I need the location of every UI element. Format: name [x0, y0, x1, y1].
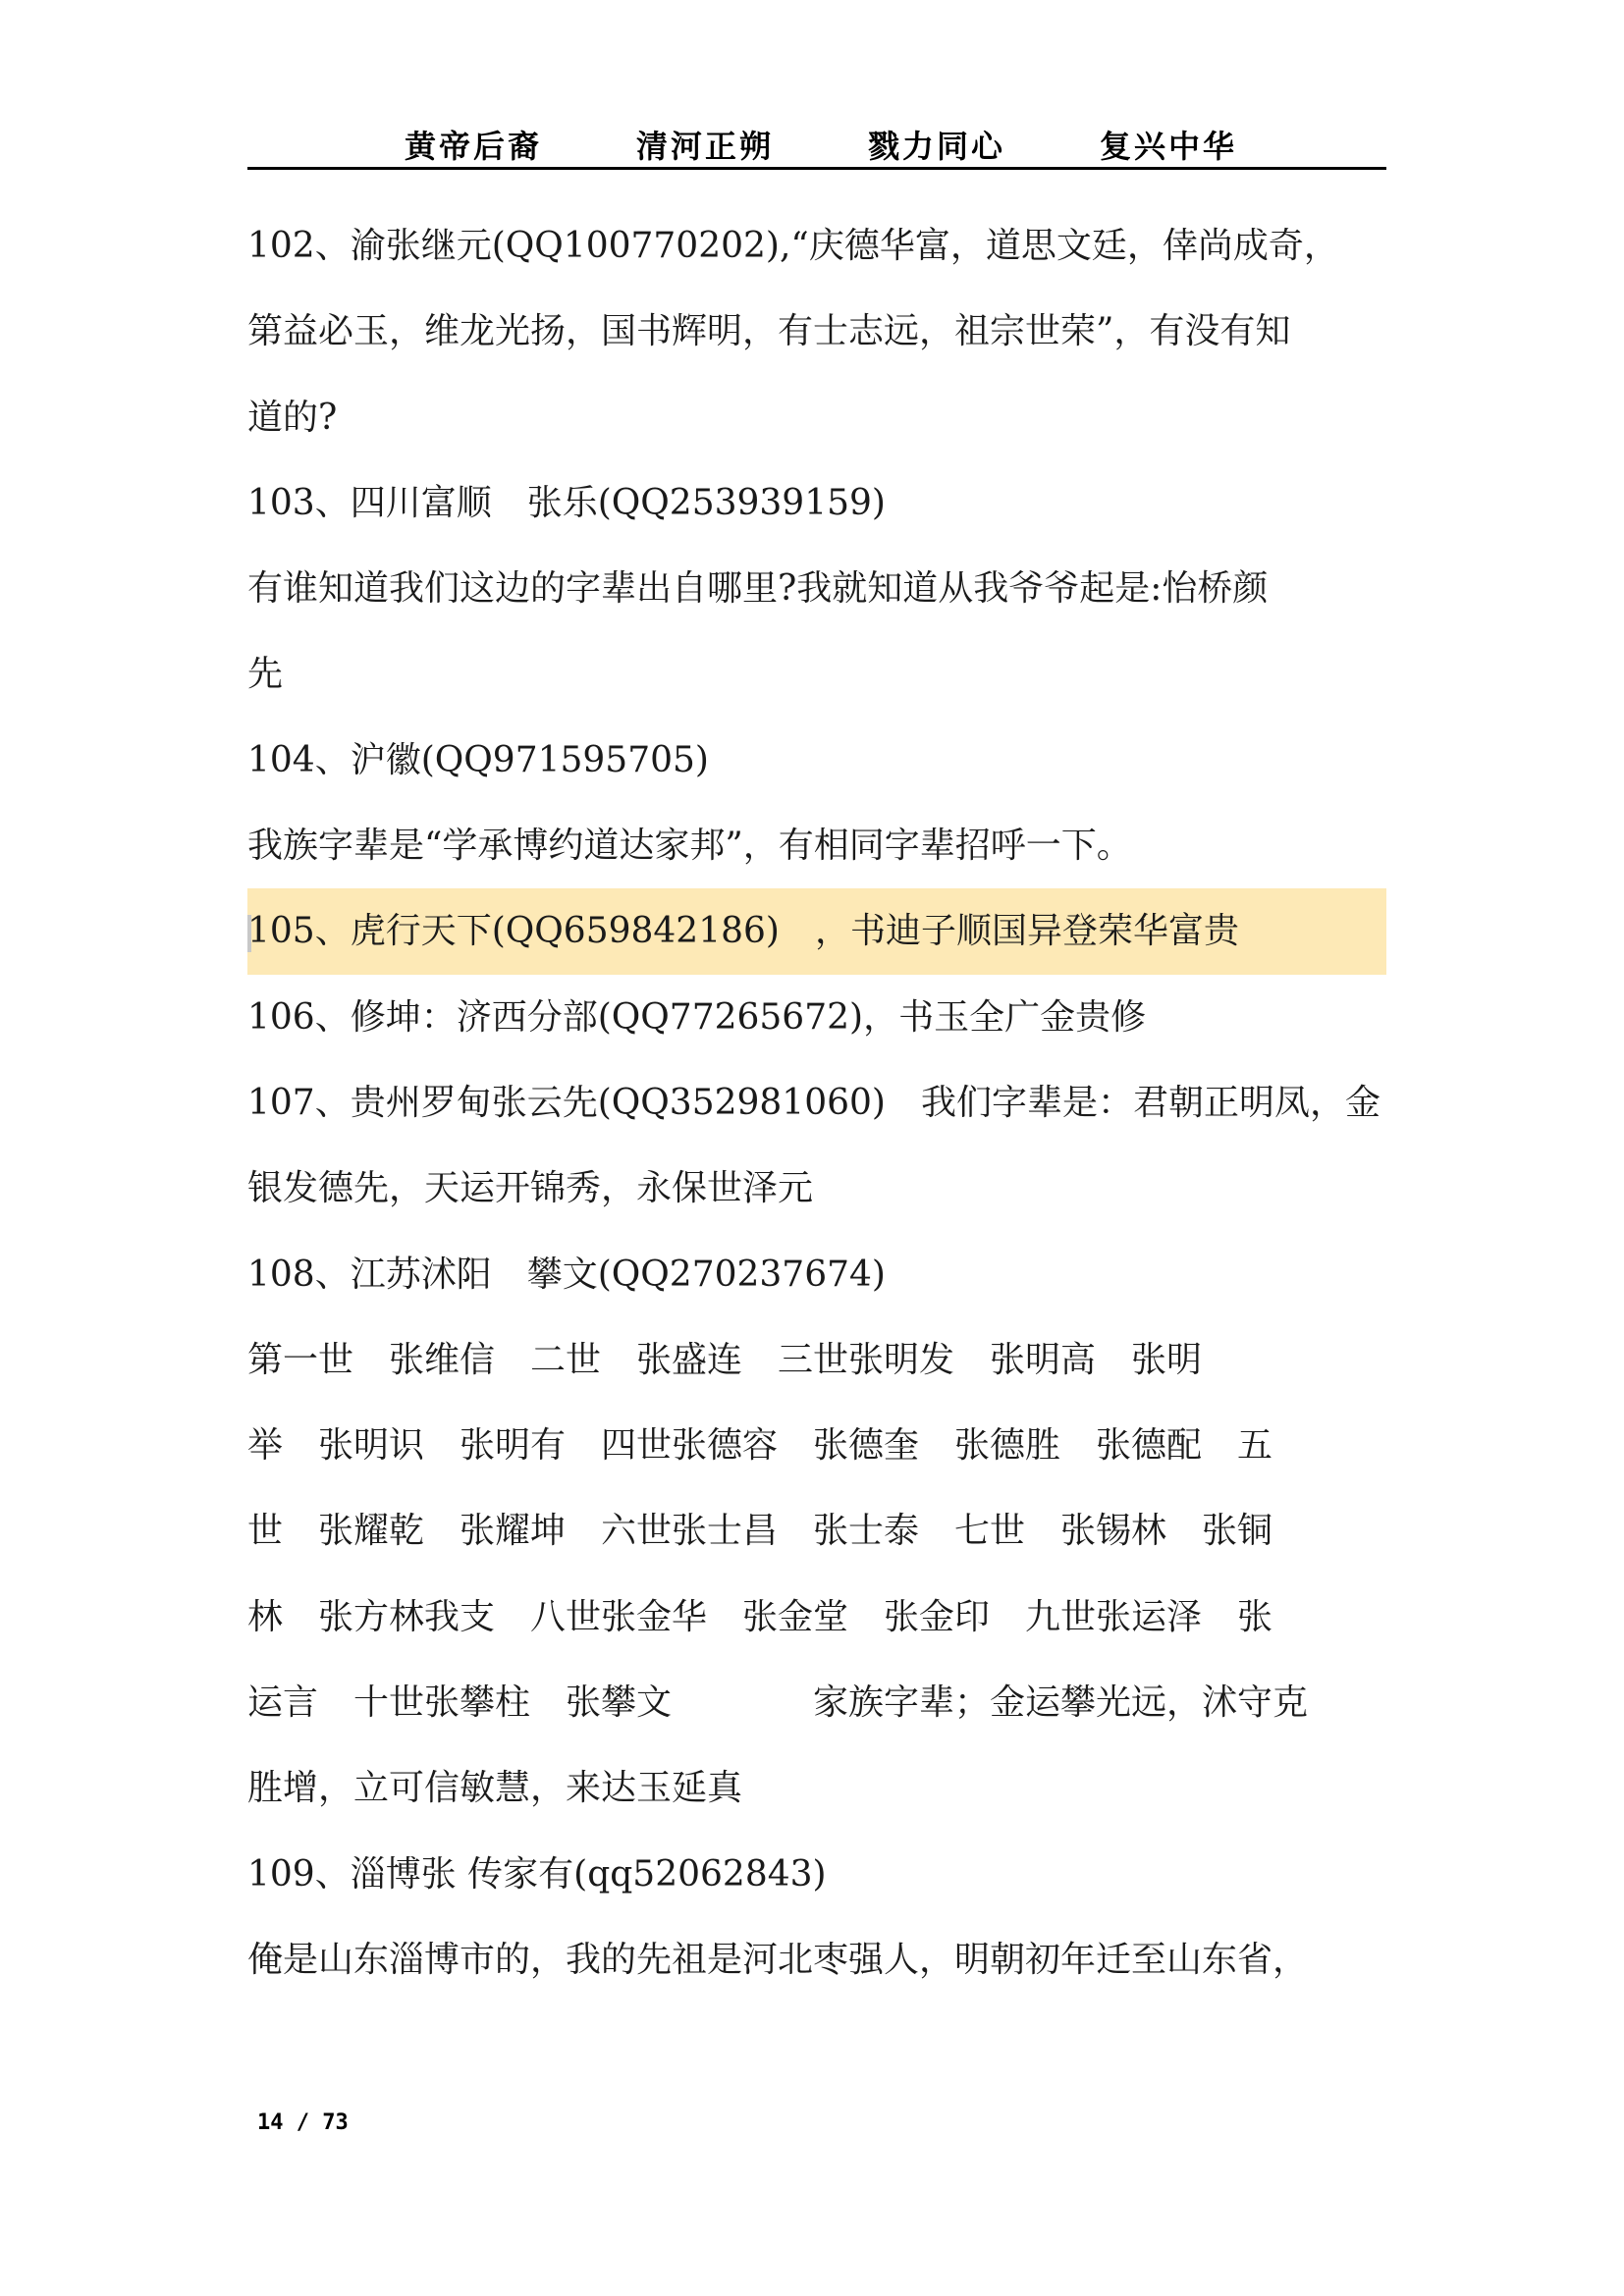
entry-heading: 108、江苏沭阳 攀文(QQ270237674) [247, 1254, 886, 1295]
text-line: 胜增，立可信敏慧，来达玉延真 [247, 1768, 743, 1809]
header-motto-2: 清河正朔 [636, 128, 775, 165]
text-line: 举 张明识 张明有 四世张德容 张德奎 张德胜 张德配 五 [247, 1425, 1273, 1467]
text-line: 102、渝张继元(QQ100770202),“庆德华富，道思文廷，倖尚成奇， [247, 226, 1339, 266]
highlighted-line-text: 105、虎行天下(QQ659842186) ，书迪子顺国异登荣华富贵 [247, 911, 1239, 952]
document-body [247, 203, 1386, 2002]
entry-heading: 104、沪徽(QQ971595705) [247, 739, 709, 780]
text-line: 第一世 张维信 二世 张盛连 三世张明发 张明高 张明 [247, 1339, 1203, 1380]
text-line: 106、修坤：济西分部(QQ77265672)，书玉全广金贵修 [247, 996, 1147, 1038]
entry-heading: 109、淄博张 传家有(qq52062843) [247, 1853, 827, 1895]
text-line: 先 [247, 654, 284, 695]
header-motto-1: 黄帝后裔 [405, 128, 543, 165]
header-motto-4: 复兴中华 [1100, 128, 1238, 165]
text-line: 第益必玉，维龙光扬，国书辉明，有士志远，祖宗世荣”，有没有知 [247, 311, 1291, 352]
text-line: 银发德先，天运开锦秀，永保世泽元 [247, 1168, 814, 1209]
text-line: 我族字辈是“学承博约道达家邦”，有相同字辈招呼一下。 [247, 826, 1132, 867]
header-motto-3: 戮力同心 [868, 128, 1006, 165]
text-line: 有谁知道我们这边的字辈出自哪里?我就知道从我爷爷起是:怡桥颜 [247, 568, 1269, 610]
text-line: 俺是山东淄博市的，我的先祖是河北枣强人，明朝初年迁至山东省， [247, 1939, 1309, 1980]
text-line: 世 张耀乾 张耀坤 六世张士昌 张士泰 七世 张锡林 张铜 [247, 1511, 1273, 1552]
highlighted-line[interactable] [247, 888, 1386, 974]
entry-heading: 103、四川富顺 张乐(QQ253939159) [247, 482, 886, 523]
page-header [247, 116, 1386, 170]
text-line: 107、贵州罗甸张云先(QQ352981060) 我们字辈是：君朝正明凤，金 [247, 1082, 1380, 1123]
text-line: 道的? [247, 397, 338, 438]
text-line: 运言 十世张攀柱 张攀文 家族字辈；金运攀光远，沭守克 [247, 1682, 1309, 1724]
page-indicator: 14 / 73 [257, 2110, 349, 2135]
text-line: 林 张方林我支 八世张金华 张金堂 张金印 九世张运泽 张 [247, 1596, 1273, 1637]
